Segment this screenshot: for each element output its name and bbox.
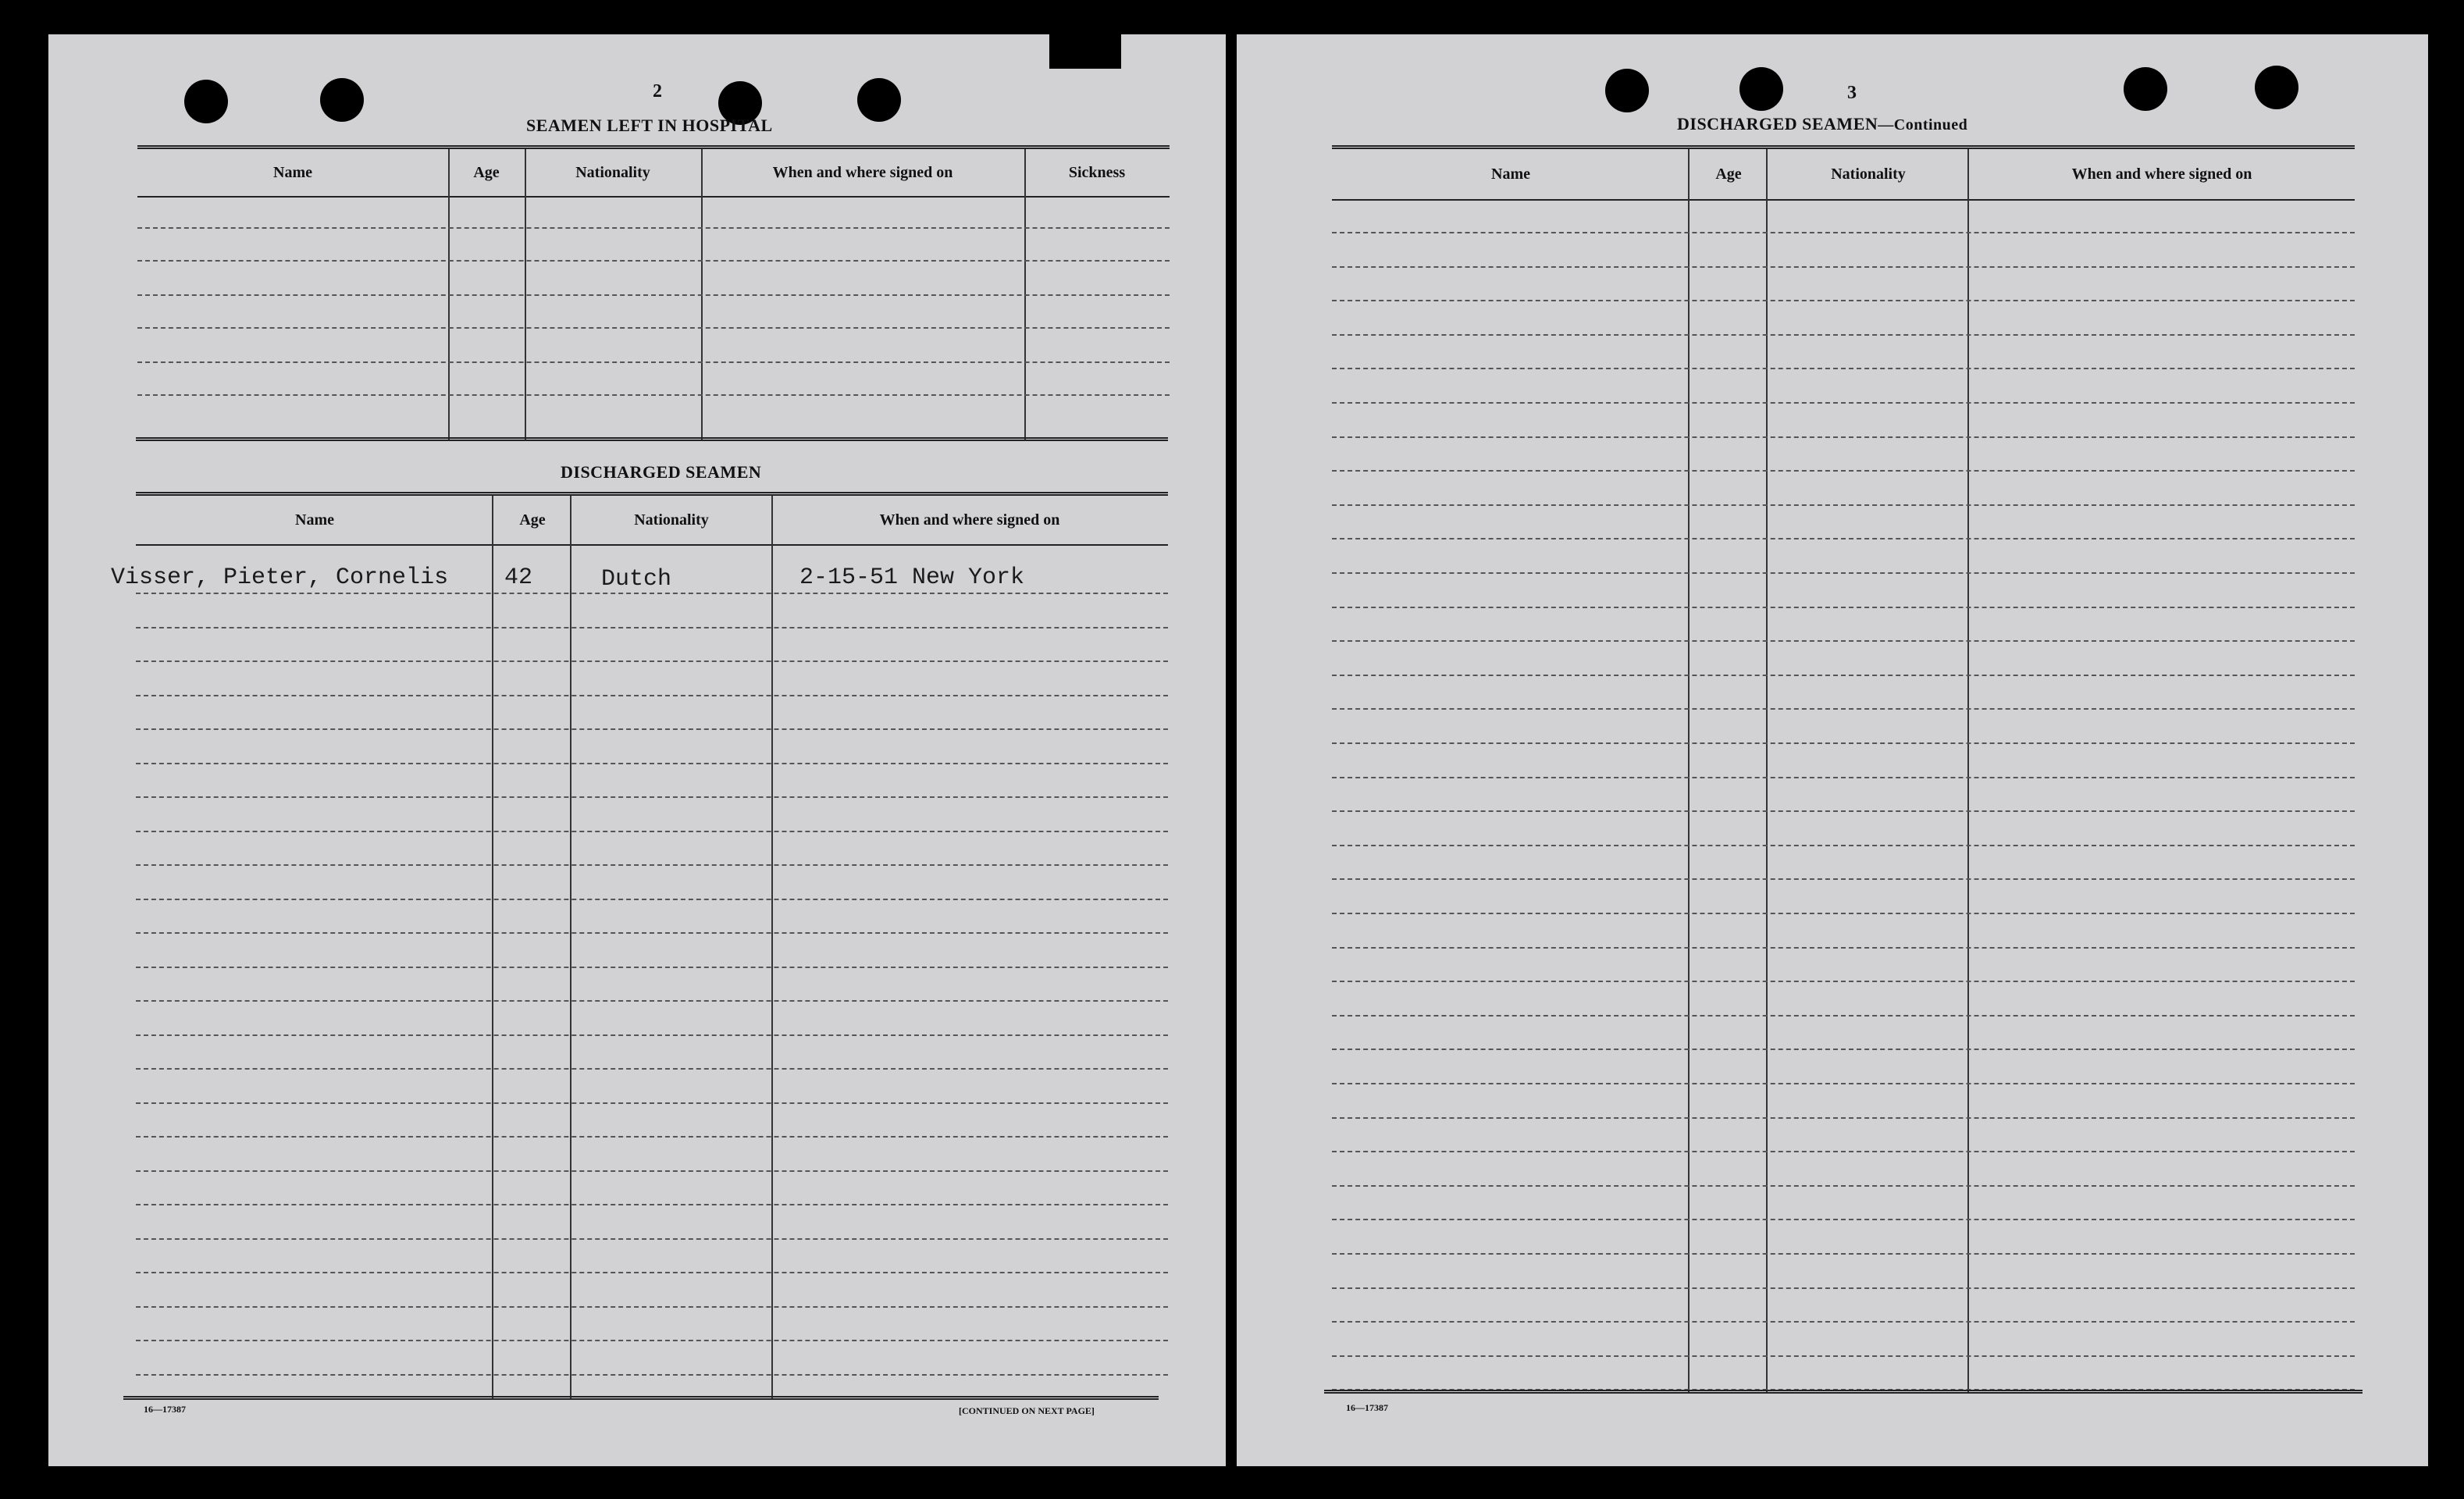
row-line <box>136 660 1168 662</box>
row-line <box>137 394 1170 396</box>
hospital-section-title: SEAMEN LEFT IN HOSPITAL <box>526 116 773 135</box>
row-line <box>1332 1015 2355 1017</box>
row-line <box>136 1034 1168 1036</box>
col-header-name: Name <box>295 511 334 529</box>
row-line <box>1332 777 2355 778</box>
row-line <box>1332 572 2355 574</box>
row-line <box>137 327 1170 329</box>
col-header-nationality: Nationality <box>575 163 650 181</box>
seaman-name: Visser, Pieter, Cornelis <box>111 564 449 591</box>
col-header-signed-on: When and where signed on <box>2071 165 2252 183</box>
hospital-table-bottom-rule <box>136 437 1168 441</box>
row-line <box>137 361 1170 363</box>
discharged-section-title: DISCHARGED SEAMEN <box>561 462 762 482</box>
column-divider <box>771 496 773 1398</box>
form-number: 16—17387 <box>1346 1402 1388 1413</box>
row-line <box>136 1238 1168 1240</box>
punch-hole <box>184 80 228 123</box>
discharged-continued-title <box>1677 114 1967 134</box>
col-header-nationality: Nationality <box>634 511 709 529</box>
row-line <box>136 763 1168 764</box>
row-line <box>136 1272 1168 1273</box>
row-line <box>1332 334 2355 336</box>
column-divider <box>1967 149 1969 1394</box>
row-line <box>136 1340 1168 1341</box>
row-line <box>1332 640 2355 642</box>
col-header-nationality: Nationality <box>1831 165 1906 183</box>
row-line <box>1332 1117 2355 1119</box>
row-line <box>1332 504 2355 506</box>
row-line <box>136 1374 1168 1376</box>
row-line <box>136 831 1168 832</box>
row-line <box>136 627 1168 628</box>
row-line <box>136 796 1168 798</box>
discharged-table <box>111 492 1168 1400</box>
binding-tab <box>1049 34 1121 69</box>
row-line <box>1332 1049 2355 1050</box>
row-line <box>1332 810 2355 812</box>
col-header-name: Name <box>273 163 312 181</box>
row-line <box>1332 1355 2355 1357</box>
col-header-age: Age <box>1715 165 1742 183</box>
right-page <box>1237 34 2428 1466</box>
row-line <box>1332 675 2355 676</box>
row-line <box>1332 436 2355 438</box>
col-header-sickness: Sickness <box>1068 163 1126 181</box>
row-line <box>136 967 1168 968</box>
column-divider <box>492 496 493 1398</box>
row-line <box>1332 742 2355 744</box>
col-header-age: Age <box>519 511 546 529</box>
row-line <box>136 1204 1168 1205</box>
row-line <box>1332 878 2355 880</box>
row-line <box>137 294 1170 296</box>
seaman-signed-on: 2-15-51 New York <box>799 564 1025 591</box>
discharged-continued-table <box>1332 145 2355 1395</box>
row-line <box>136 1102 1168 1104</box>
column-divider <box>1766 149 1768 1394</box>
row-line <box>1332 300 2355 301</box>
row-line <box>136 593 1168 594</box>
row-line <box>1332 1083 2355 1084</box>
page-number: 2 <box>653 81 662 101</box>
row-line <box>136 864 1168 866</box>
discharged-table-bottom-rule <box>123 1396 1159 1400</box>
row-line <box>1332 368 2355 369</box>
row-line <box>1332 607 2355 608</box>
title-suffix: —Continued <box>1878 116 1968 134</box>
seaman-age: 42 <box>504 564 533 591</box>
row-line <box>1332 1219 2355 1220</box>
col-header-signed-on: When and where signed on <box>879 511 1060 529</box>
punch-hole <box>1605 69 1649 112</box>
punch-hole <box>1739 67 1783 111</box>
seaman-nationality: Dutch <box>601 566 672 593</box>
row-line <box>1332 708 2355 710</box>
right-table-header <box>1332 149 2355 201</box>
col-header-signed-on: When and where signed on <box>772 163 953 181</box>
row-line <box>136 695 1168 696</box>
page-number: 3 <box>1847 83 1857 103</box>
row-line <box>136 1068 1168 1070</box>
punch-hole <box>857 78 901 122</box>
row-line <box>1332 845 2355 846</box>
discharged-table-header <box>136 496 1168 546</box>
title-main: DISCHARGED SEAMEN <box>1677 114 1878 134</box>
punch-hole <box>2255 66 2298 109</box>
row-line <box>136 728 1168 730</box>
col-header-age: Age <box>473 163 500 181</box>
form-number: 16—17387 <box>144 1404 186 1415</box>
row-line <box>136 1306 1168 1308</box>
row-line <box>1332 1151 2355 1152</box>
row-line <box>1332 538 2355 539</box>
row-line <box>1332 470 2355 472</box>
row-line <box>1332 1185 2355 1187</box>
right-table-bottom-rule <box>1324 1390 2363 1394</box>
continued-note: [CONTINUED ON NEXT PAGE] <box>959 1405 1095 1416</box>
column-divider <box>1688 149 1690 1394</box>
left-page <box>48 34 1226 1466</box>
col-header-name: Name <box>1491 165 1530 183</box>
row-line <box>137 260 1170 262</box>
row-line <box>1332 913 2355 914</box>
row-line <box>1332 981 2355 982</box>
row-line <box>1332 402 2355 404</box>
row-line <box>136 932 1168 934</box>
hospital-table-header <box>137 149 1170 198</box>
row-line <box>136 899 1168 900</box>
row-line <box>1332 266 2355 268</box>
row-line <box>1332 1253 2355 1255</box>
row-line <box>137 227 1170 229</box>
punch-hole <box>320 78 364 122</box>
row-line <box>136 1136 1168 1138</box>
row-line <box>1332 232 2355 233</box>
row-line <box>136 1170 1168 1172</box>
row-line <box>136 1000 1168 1002</box>
punch-hole <box>2124 67 2167 111</box>
hospital-table <box>137 145 1170 443</box>
column-divider <box>570 496 571 1398</box>
row-line <box>1332 947 2355 949</box>
row-line <box>1332 1321 2355 1323</box>
row-line <box>1332 1287 2355 1289</box>
